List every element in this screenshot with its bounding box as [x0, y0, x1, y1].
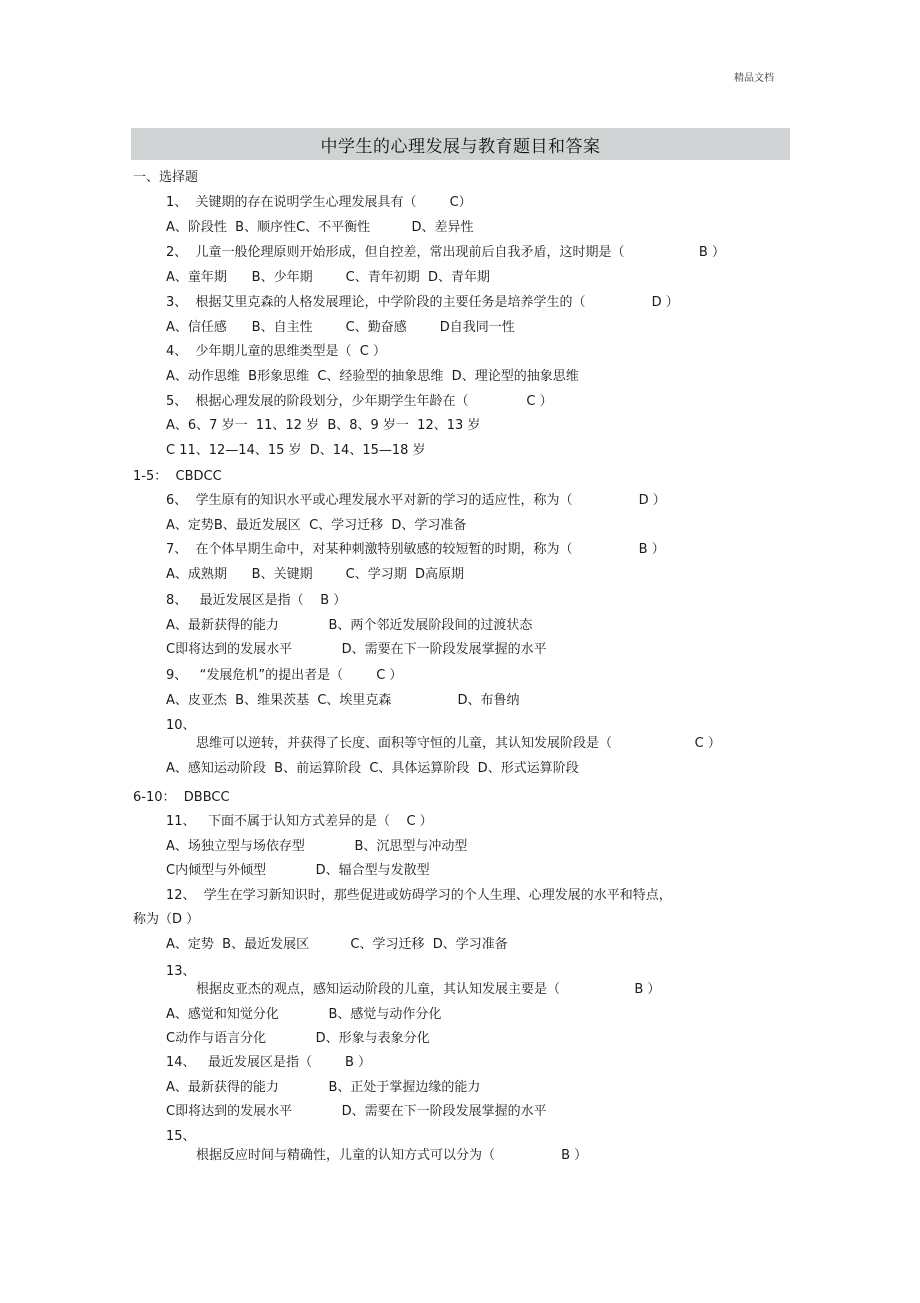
question-line: 2、 儿童一般伦理原则开始形成，但自控差，常出现前后自我矛盾，这时期是（ B ） [166, 245, 725, 260]
options-line: A、场独立型与场依存型 B、沉思型与冲动型 [166, 839, 468, 854]
question-line: 根据反应时间与精确性，儿童的认知方式可以分为（ B ） [196, 1148, 588, 1163]
question-line: 3、 根据艾里克森的人格发展理论，中学阶段的主要任务是培养学生的（ D ） [166, 295, 679, 310]
question-line: 1、 关键期的存在说明学生心理发展具有（ C） [166, 195, 472, 210]
question-line: 5、 根据心理发展的阶段划分，少年期学生年龄在（ C ） [166, 394, 553, 409]
options-line: A、最新获得的能力 B、正处于掌握边缘的能力 [166, 1080, 481, 1095]
options-line: A、6、7 岁一 11、12 岁 B、8、9 岁一 12、13 岁 [166, 418, 481, 433]
options-line: A、阶段性 B、顺序性C、不平衡性 D、差异性 [166, 220, 474, 235]
options-line: A、定势 B、最近发展区 C、学习迁移 D、学习准备 [166, 937, 508, 952]
question-line: 根据皮亚杰的观点，感知运动阶段的儿童，其认知发展主要是（ B ） [196, 982, 661, 997]
section-heading: 一、选择题 [133, 170, 199, 185]
options-line: A、成熟期 B、关键期 C、学习期 D高原期 [166, 567, 465, 582]
question-line: 14、 最近发展区是指（ B ） [166, 1055, 372, 1070]
answer-summary: 6-10： DBBCC [133, 790, 230, 805]
page-header-label: 精品文档 [734, 73, 774, 84]
options-line: A、最新获得的能力 B、两个邻近发展阶段间的过渡状态 [166, 618, 533, 633]
options-line: A、感觉和知觉分化 B、感觉与动作分化 [166, 1007, 442, 1022]
question-line: 12、 学生在学习新知识时，那些促进或妨碍学习的个人生理、心理发展的水平和特点， [166, 888, 672, 903]
question-line: 11、 下面不属于认知方式差异的是（ C ） [166, 814, 433, 829]
options-line: C内倾型与外倾型 D、辐合型与发散型 [166, 863, 430, 878]
options-line: A、信任感 B、自主性 C、勤奋感 D自我同一性 [166, 320, 515, 335]
question-number: 10、 [166, 718, 196, 733]
options-line: C即将达到的发展水平 D、需要在下一阶段发展掌握的水平 [166, 642, 547, 657]
options-line: A、皮亚杰 B、维果茨基 C、埃里克森 D、布鲁纳 [166, 693, 520, 708]
options-line: A、感知运动阶段 B、前运算阶段 C、具体运算阶段 D、形式运算阶段 [166, 761, 579, 776]
options-line: C 11、12—14、15 岁 D、14、15—18 岁 [166, 443, 426, 458]
page-title: 中学生的心理发展与教育题目和答案 [320, 136, 601, 157]
question-line: 8、 最近发展区是指（ B ） [166, 593, 347, 608]
question-line: 6、 学生原有的知识水平或心理发展水平对新的学习的适应性，称为（ D ） [166, 493, 666, 508]
options-line: A、童年期 B、少年期 C、青年初期 D、青年期 [166, 270, 491, 285]
options-line: A、动作思维 B形象思维 C、经验型的抽象思维 D、理论型的抽象思维 [166, 369, 579, 384]
question-line: 4、 少年期儿童的思维类型是（ C ） [166, 344, 387, 359]
options-line: C动作与语言分化 D、形象与表象分化 [166, 1031, 430, 1046]
answer-summary: 1-5： CBDCC [133, 469, 222, 484]
options-line: A、定势B、最近发展区 C、学习迁移 D、学习准备 [166, 518, 467, 533]
options-line: C即将达到的发展水平 D、需要在下一阶段发展掌握的水平 [166, 1104, 547, 1119]
title-banner [131, 128, 790, 160]
question-line: 9、 “发展危机”的提出者是（ C ） [166, 668, 403, 683]
question-line: 思维可以逆转，并获得了长度、面积等守恒的儿童，其认知发展阶段是（ C ） [196, 736, 721, 751]
question-line: 7、 在个体早期生命中，对某种刺激特别敏感的较短暂的时期，称为（ B ） [166, 542, 665, 557]
question-line-continued: 称为（D ） [133, 912, 200, 927]
question-number: 15、 [166, 1129, 196, 1144]
question-number: 13、 [166, 964, 196, 979]
